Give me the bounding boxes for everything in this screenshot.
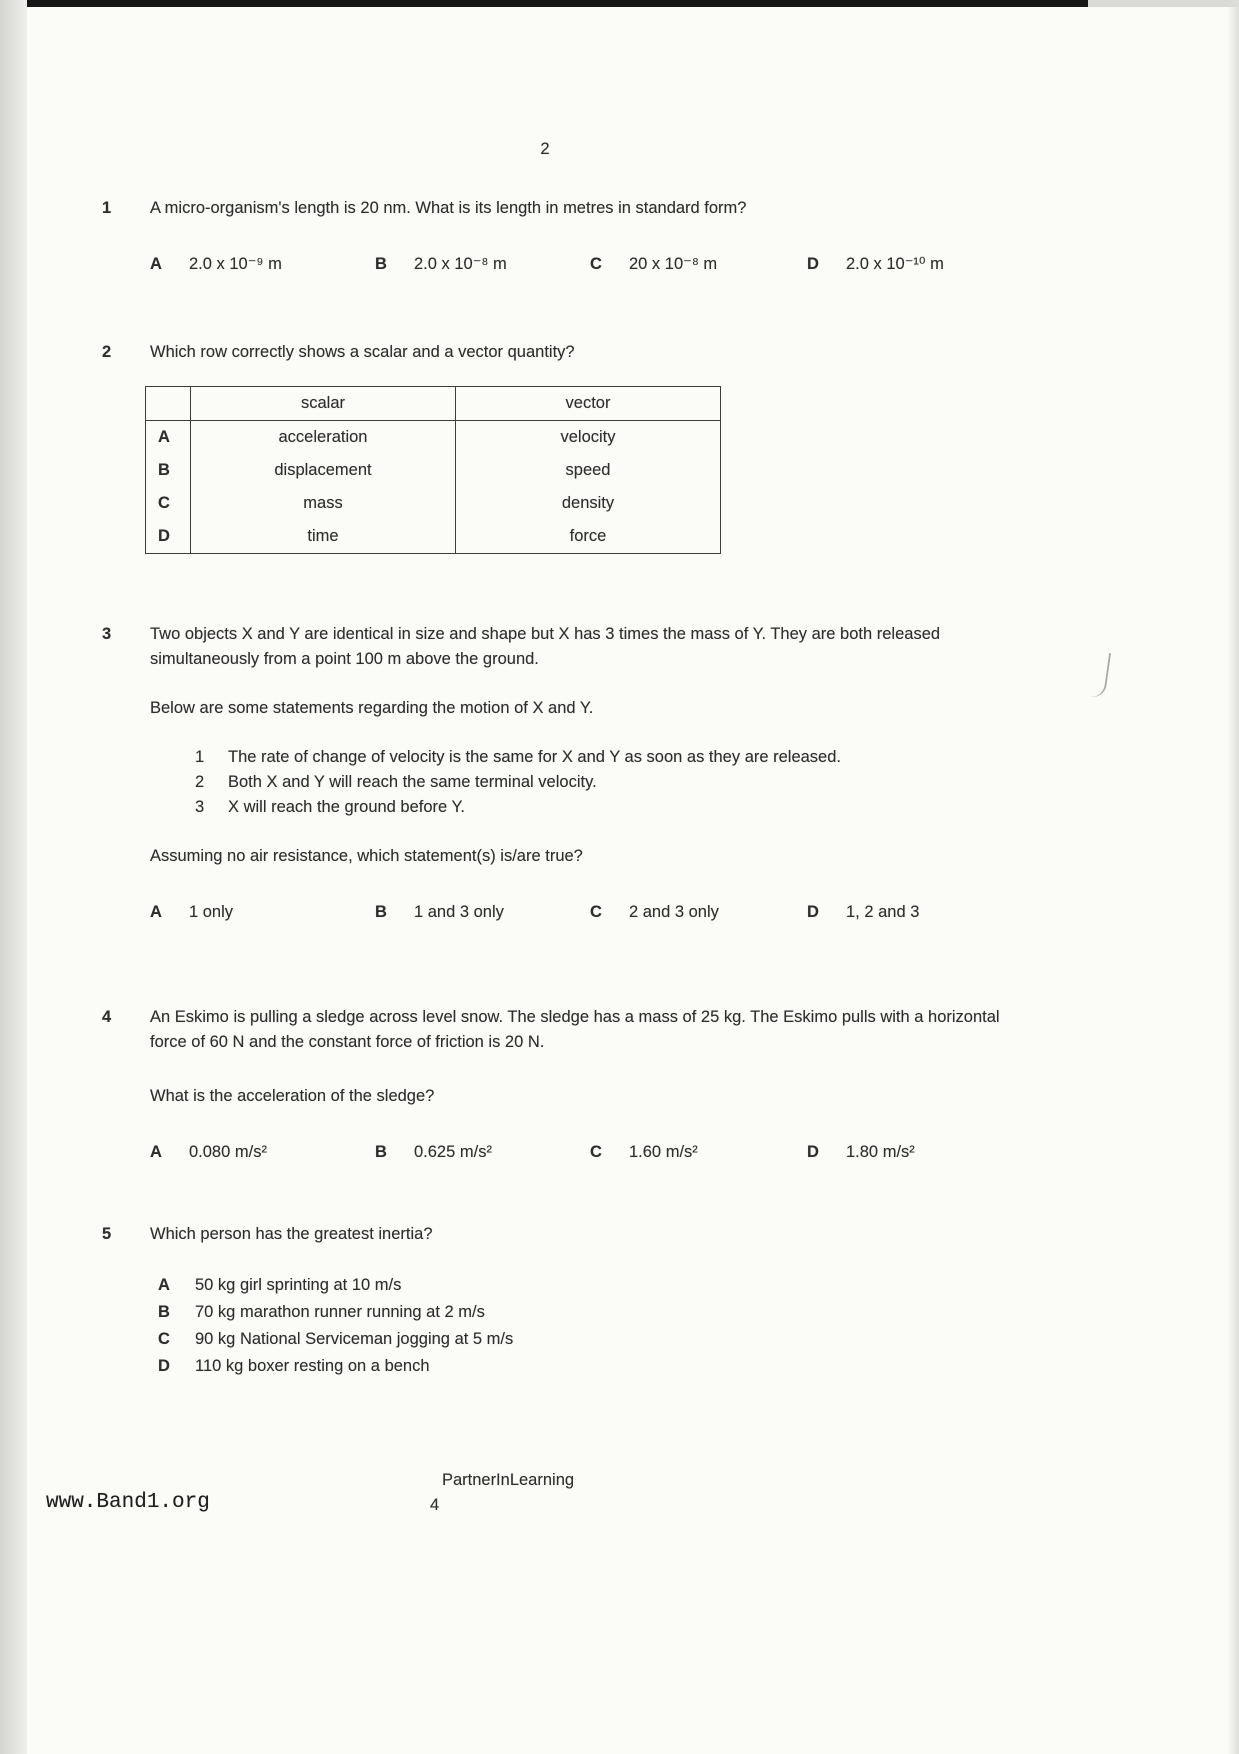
option-label: C: [590, 255, 602, 273]
option-value: 1.60 m/s²: [629, 1143, 698, 1161]
question-text: A micro-organism's length is 20 nm. What is its length in metres in standard form?: [150, 199, 747, 217]
question-body: [150, 1005, 1022, 1165]
question-4: [102, 1005, 1027, 1165]
q5-options: [158, 1273, 1022, 1379]
page-number-top: 2: [540, 140, 550, 158]
option-value: 1 only: [189, 903, 234, 921]
question-number: 3: [102, 625, 112, 643]
option-d: [807, 900, 1022, 925]
question-body: [150, 622, 1022, 925]
option-c: [590, 1140, 807, 1165]
option-b: [375, 900, 590, 925]
option-c: [590, 252, 807, 277]
question-number: 4: [102, 1008, 112, 1026]
option-value: 0.625 m/s²: [414, 1143, 492, 1161]
question-2: [102, 340, 1027, 554]
cell-vector: velocity: [456, 421, 721, 455]
option-label: A: [150, 903, 162, 921]
option-b: [158, 1300, 1022, 1325]
table-row: [146, 520, 721, 554]
option-a: [150, 252, 375, 277]
option-label: B: [375, 1143, 387, 1161]
statement-number: 1: [195, 748, 205, 766]
option-label: D: [807, 903, 819, 921]
option-label: D: [158, 1357, 170, 1375]
option-c: [158, 1327, 1022, 1352]
table-row: [146, 421, 721, 455]
question-1: [102, 196, 1027, 277]
question-prompt: Assuming no air resistance, which statement(s) is/are true?: [150, 847, 583, 865]
option-value: 2.0 x 10⁻⁸ m: [414, 255, 507, 273]
option-label: C: [590, 1143, 602, 1161]
option-label: A: [158, 1276, 170, 1294]
statement-number: 2: [195, 773, 205, 791]
option-d: [807, 1140, 1022, 1165]
option-value: 0.080 m/s²: [189, 1143, 267, 1161]
option-b: [375, 1140, 590, 1165]
table-row: [146, 454, 721, 487]
scan-edge-top-right: [1088, 0, 1239, 7]
option-value: 2 and 3 only: [629, 903, 719, 921]
question-paragraph: An Eskimo is pulling a sledge across level snow. The sledge has a mass of 25 kg. The Eskimo pulls with a horizontal force of 60 N and the constant force of friction is 20 N.: [150, 1008, 1000, 1051]
option-label: A: [150, 255, 162, 273]
option-label: C: [590, 903, 602, 921]
question-paragraph: Two objects X and Y are identical in size and shape but X has 3 times the mass of Y. They are both released simultaneously from a point 100 m above the ground.: [150, 625, 941, 668]
cell-scalar: time: [191, 520, 456, 554]
column-header-vector: vector: [456, 387, 721, 421]
cell-scalar: acceleration: [191, 421, 456, 455]
option-label: A: [150, 1143, 162, 1161]
q1-options: [150, 252, 1022, 277]
question-text: Which row correctly shows a scalar and a vector quantity?: [150, 343, 575, 361]
option-a: [150, 900, 375, 925]
question-number: 5: [102, 1225, 112, 1243]
option-label: D: [807, 1143, 819, 1161]
option-value: 1 and 3 only: [414, 903, 504, 921]
statement-list: [195, 745, 1022, 820]
option-label: B: [375, 255, 387, 273]
option-value: 1, 2 and 3: [846, 903, 920, 921]
statement-text: X will reach the ground before Y.: [228, 798, 465, 816]
statement-number: 3: [195, 798, 205, 816]
option-label: D: [807, 255, 819, 273]
option-value: 20 x 10⁻⁸ m: [629, 255, 718, 273]
statement: [195, 795, 895, 820]
question-number: 1: [102, 199, 112, 217]
option-label: C: [158, 1330, 170, 1348]
row-label: D: [146, 520, 191, 554]
option-d: [807, 252, 1022, 277]
scan-artifact: [1091, 651, 1111, 699]
option-a: [150, 1140, 375, 1165]
scalar-vector-table: [145, 386, 721, 554]
option-label: B: [375, 903, 387, 921]
question-5: [102, 1222, 1027, 1381]
empty-header-cell: [146, 387, 191, 421]
footer-brand: PartnerInLearning: [441, 1471, 575, 1489]
cell-scalar: mass: [191, 487, 456, 520]
site-watermark: www.Band1.org: [46, 1491, 210, 1514]
cell-vector: speed: [456, 454, 721, 487]
row-label: A: [146, 421, 191, 455]
option-value: 2.0 x 10⁻⁹ m: [189, 255, 282, 273]
q4-options: [150, 1140, 1022, 1165]
question-paragraph: Below are some statements regarding the motion of X and Y.: [150, 699, 594, 717]
question-3: [102, 622, 1027, 925]
option-a: [158, 1273, 1022, 1298]
statement-text: Both X and Y will reach the same terminal velocity.: [228, 773, 597, 791]
page-number-bottom: 4: [430, 1496, 440, 1514]
question-body: [150, 1222, 1022, 1381]
cell-vector: density: [456, 487, 721, 520]
option-value: 110 kg boxer resting on a bench: [195, 1357, 430, 1375]
row-label: C: [146, 487, 191, 520]
table-header-row: [146, 387, 721, 421]
statement: [195, 745, 895, 770]
option-value: 1.80 m/s²: [846, 1143, 915, 1161]
column-header-scalar: scalar: [191, 387, 456, 421]
table-row: [146, 487, 721, 520]
option-c: [590, 900, 807, 925]
question-text: Which person has the greatest inertia?: [150, 1225, 433, 1243]
question-body: [150, 196, 1022, 277]
option-value: 2.0 x 10⁻¹⁰ m: [846, 255, 944, 273]
row-label: B: [146, 454, 191, 487]
question-prompt: What is the acceleration of the sledge?: [150, 1087, 435, 1105]
cell-scalar: displacement: [191, 454, 456, 487]
option-d: [158, 1354, 1022, 1379]
option-value: 70 kg marathon runner running at 2 m/s: [195, 1303, 485, 1321]
cell-vector: force: [456, 520, 721, 554]
scan-edge-right: [1227, 0, 1239, 1754]
question-number: 2: [102, 343, 112, 361]
option-label: B: [158, 1303, 170, 1321]
option-value: 90 kg National Serviceman jogging at 5 m/s: [195, 1330, 514, 1348]
option-b: [375, 252, 590, 277]
scan-edge-top: [26, 0, 1088, 7]
statement: [195, 770, 895, 795]
statement-text: The rate of change of velocity is the same for X and Y as soon as they are released.: [228, 748, 841, 766]
option-value: 50 kg girl sprinting at 10 m/s: [195, 1276, 402, 1294]
question-body: [150, 340, 1022, 554]
q3-options: [150, 900, 1022, 925]
